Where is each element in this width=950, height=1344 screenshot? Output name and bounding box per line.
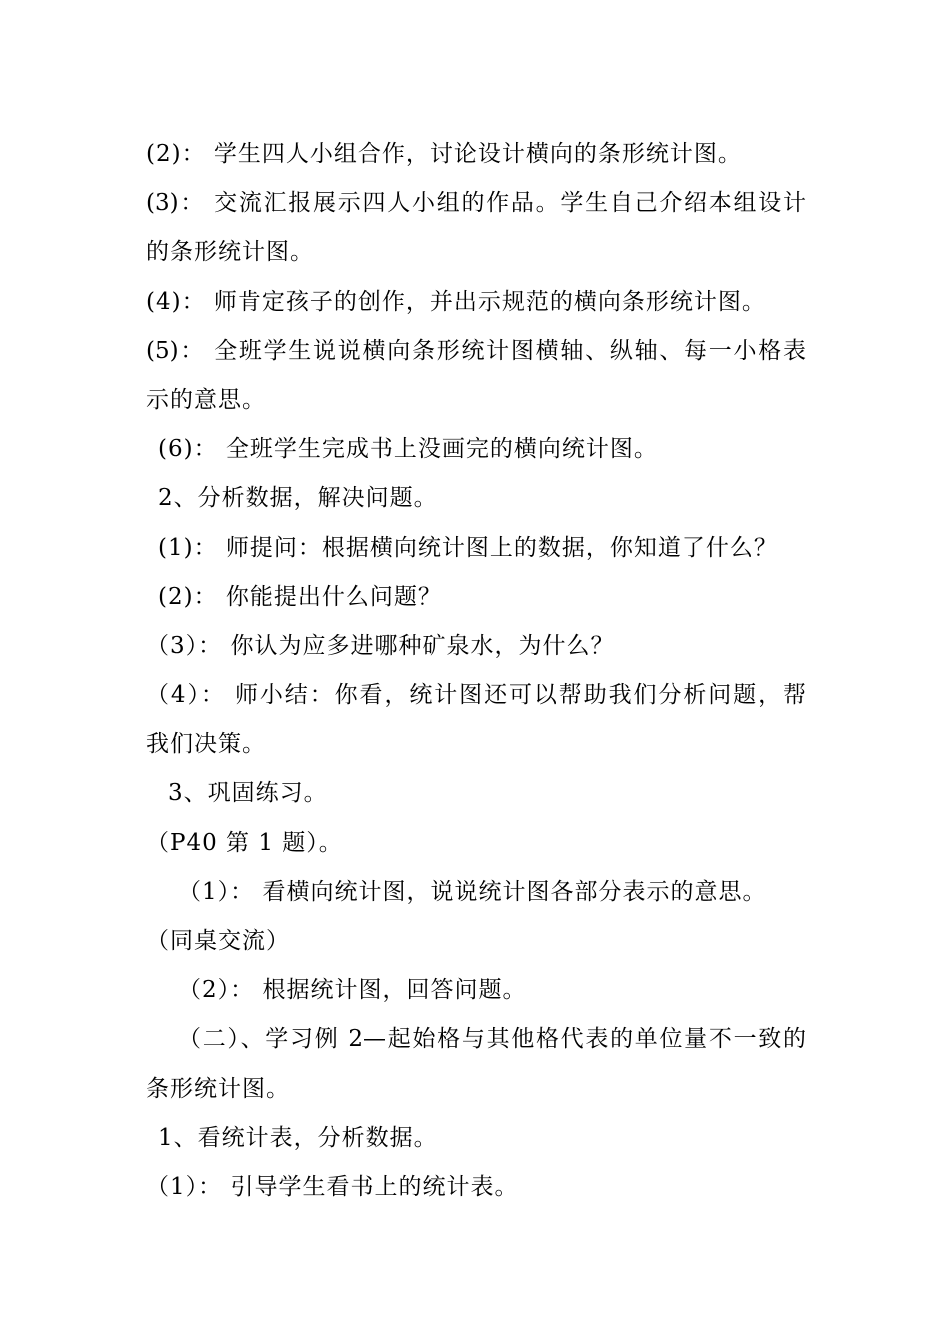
paragraph-line: 示的意思。 (146, 386, 266, 413)
paragraph-line: （同桌交流） (146, 928, 290, 954)
paragraph-line: 2、分析数据，解决问题。 (158, 485, 438, 512)
document-body (146, 130, 806, 1212)
paragraph-line: （P40 第 1 题）。 (146, 829, 343, 856)
paragraph-line: （2）： 根据统计图，回答问题。 (178, 977, 527, 1004)
paragraph-line: （4）： 师小结：你看，统计图还可以帮助我们分析问题，帮 (146, 682, 806, 709)
paragraph-line: (2)： 学生四人小组合作，讨论设计横向的条形统计图。 (146, 141, 742, 167)
paragraph-line: 1、看统计表，分析数据。 (158, 1124, 438, 1151)
paragraph-line: (3)： 交流汇报展示四人小组的作品。学生自己介绍本组设计 (146, 190, 806, 217)
paragraph-line: (4)： 师肯定孩子的创作，并出示规范的横向条形统计图。 (146, 288, 766, 315)
paragraph-line: （1）： 引导学生看书上的统计表。 (146, 1173, 519, 1200)
paragraph-line: 我们决策。 (146, 731, 266, 758)
paragraph-line: 条形统计图。 (146, 1075, 290, 1102)
paragraph-line: (2)： 你能提出什么问题？ (158, 583, 442, 610)
paragraph-line: (5)： 全班学生说说横向条形统计图横轴、纵轴、每一小格表 (146, 337, 806, 364)
paragraph-line: 的条形统计图。 (146, 239, 314, 266)
paragraph-line: 3、巩固练习。 (168, 780, 328, 807)
paragraph-line: (1)： 师提问：根据横向统计图上的数据，你知道了什么？ (158, 534, 778, 561)
paragraph-line: （二）、学习例 2—起始格与其他格代表的单位量不一致的 (178, 1026, 806, 1053)
paragraph-line: （1）： 看横向统计图，说说统计图各部分表示的意思。 (178, 878, 767, 905)
paragraph-line: （3）： 你认为应多进哪种矿泉水，为什么？ (146, 632, 615, 659)
paragraph-line: (6)： 全班学生完成书上没画完的横向统计图。 (158, 436, 658, 463)
